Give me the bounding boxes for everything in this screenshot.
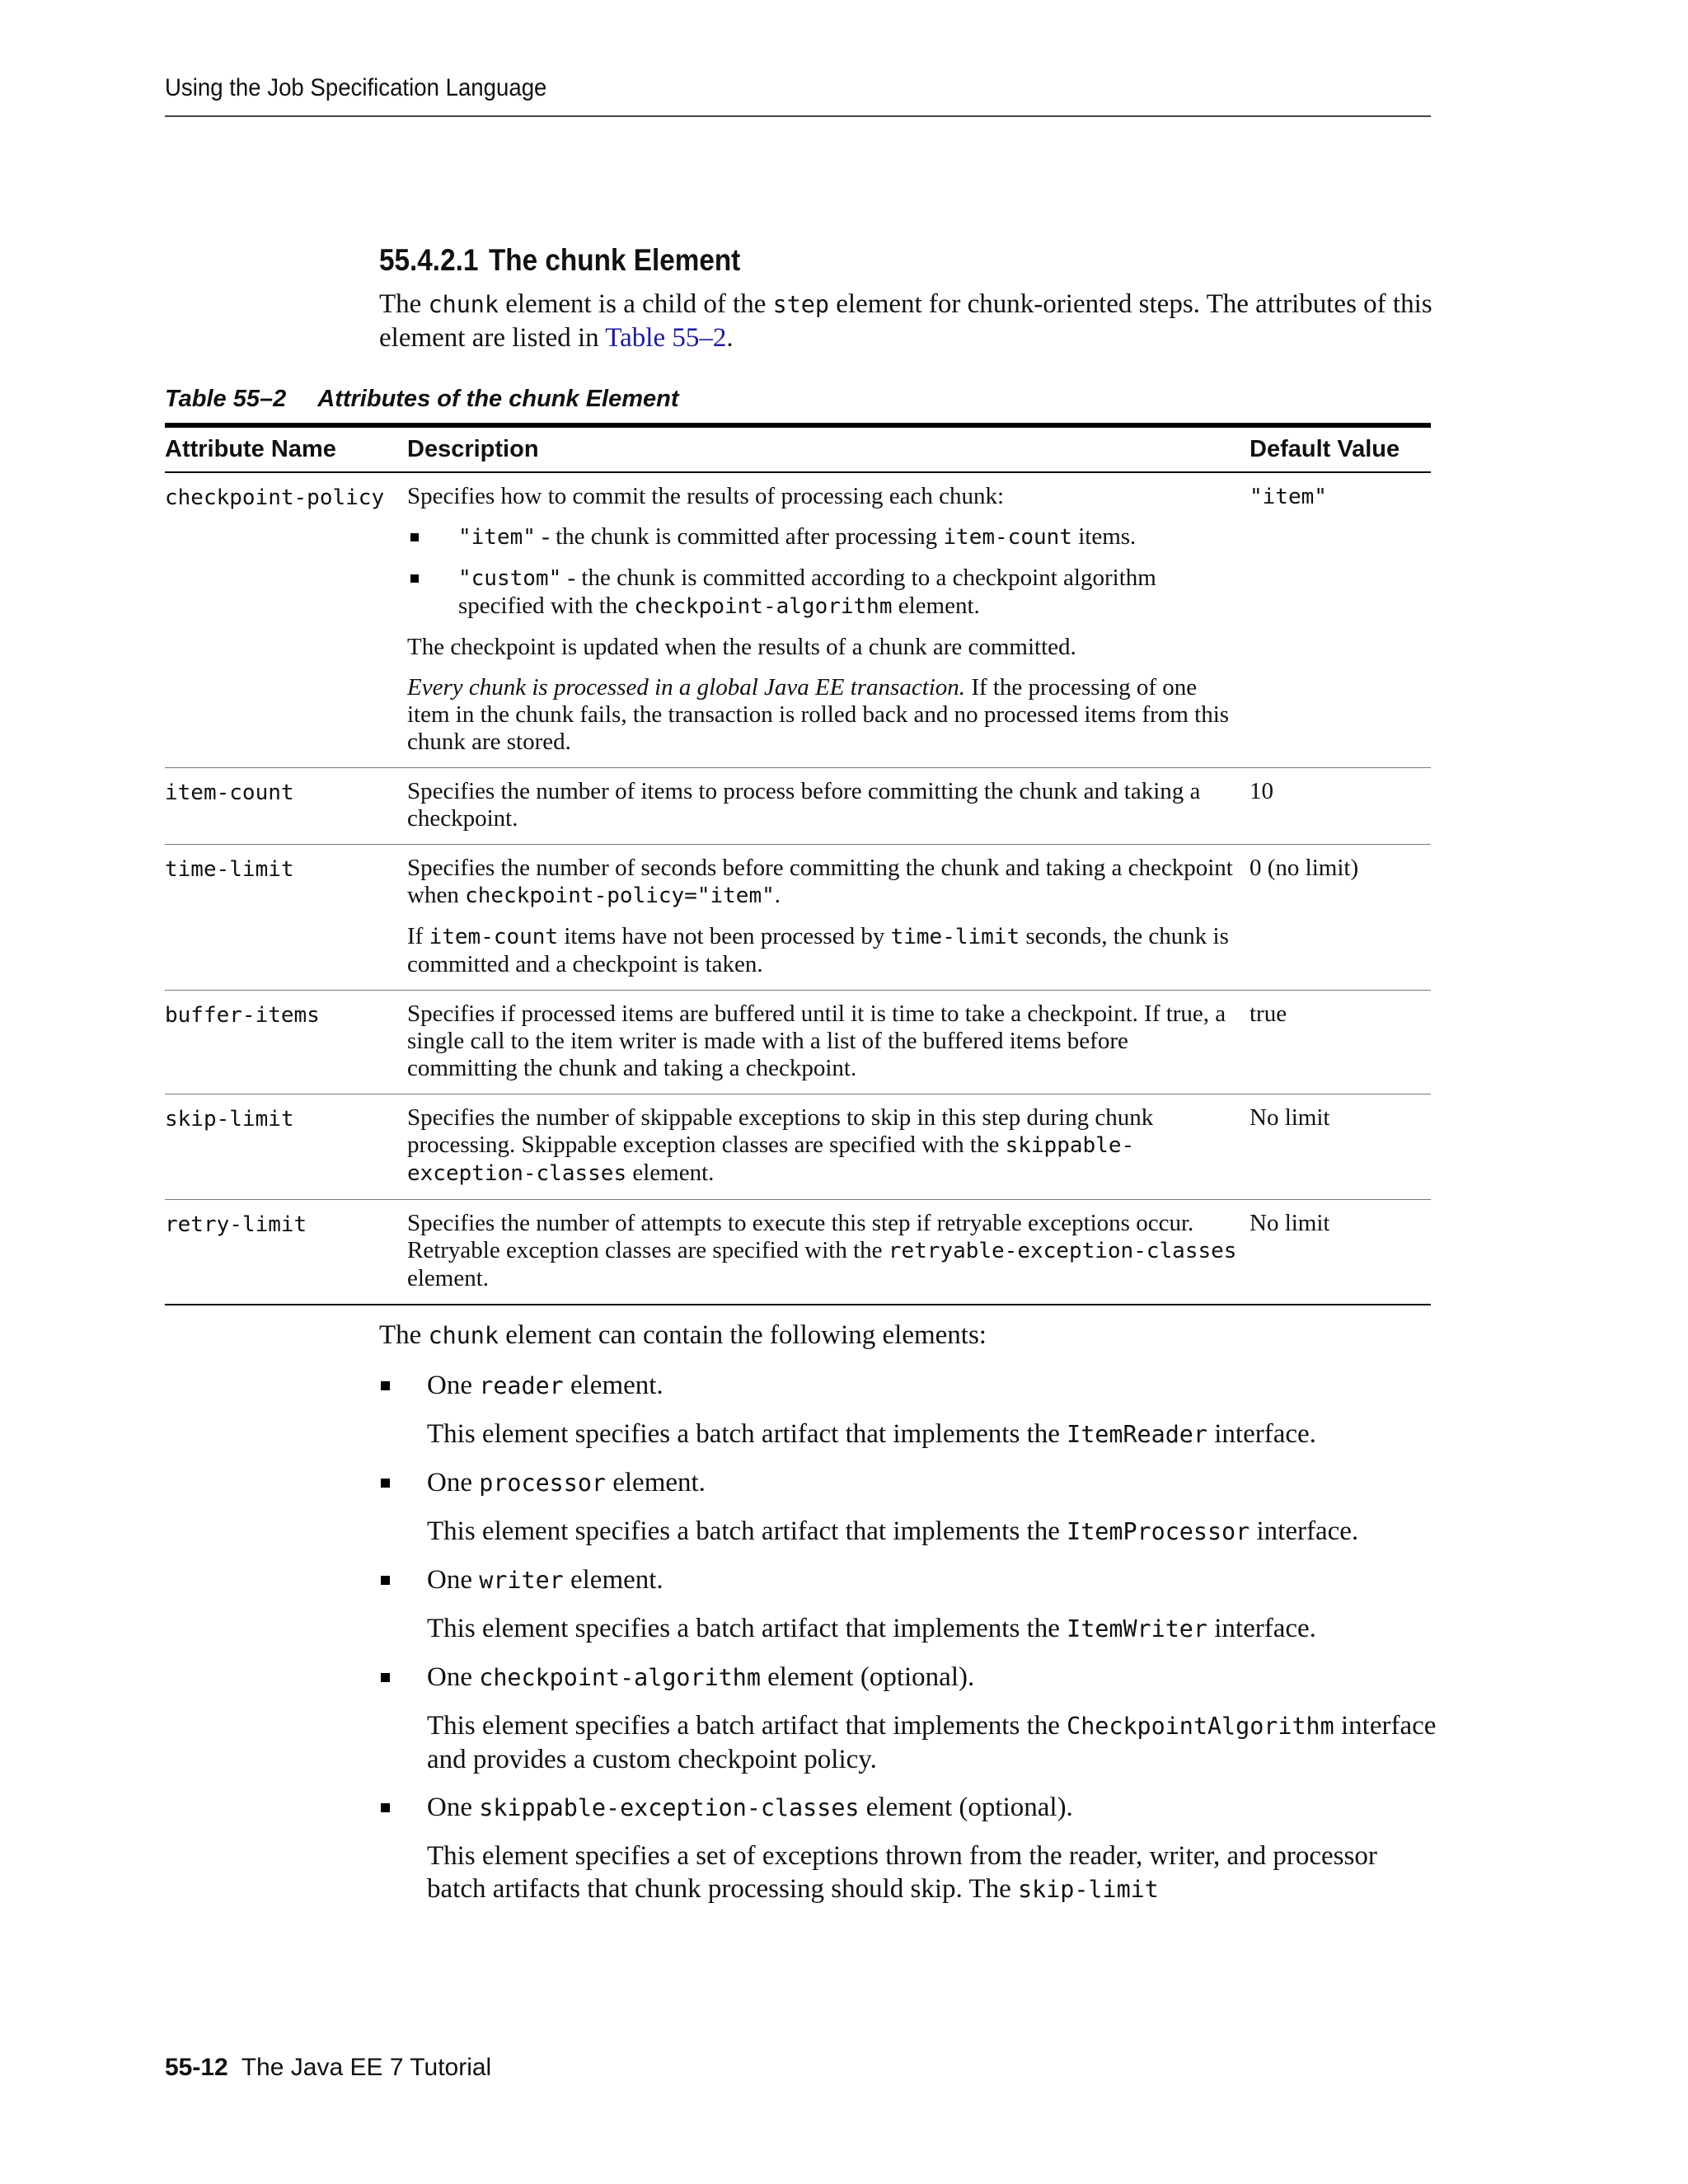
- intro-text: element for chunk-oriented steps. The attributes of this element are listed in: [379, 289, 1432, 353]
- attribute-name: item-count: [165, 768, 407, 845]
- attribute-description: Specifies if processed items are buffered until it is time to take a checkpoint. If true, a single call to the item writer is made with a list of the buffered items before committing the chunk and taking a checkpoint.: [407, 991, 1250, 1094]
- header-attribute-name: Attribute Name: [165, 425, 407, 472]
- square-bullet-icon: [381, 1576, 390, 1585]
- list-item-heading: [427, 1661, 1442, 1694]
- intro-text: The: [379, 289, 429, 319]
- attribute-description: [407, 472, 1250, 768]
- square-bullet-icon: [410, 533, 419, 541]
- table-row-retry-limit: [165, 1200, 1431, 1305]
- detail-text: interface.: [1207, 1419, 1316, 1449]
- list-item-detail: [427, 1840, 1442, 1906]
- book-title: The Java EE 7 Tutorial: [241, 2054, 492, 2081]
- body-lead-paragraph: [379, 1319, 1442, 1352]
- intro-text: element is a child of the: [498, 289, 773, 319]
- default-value: 0 (no limit): [1250, 845, 1431, 991]
- attribute-description: Specifies the number of items to process before committing the chunk and taking a checkpoint.: [407, 768, 1250, 845]
- table-caption-title: Attributes of the chunk Element: [317, 386, 679, 412]
- code-element-name: checkpoint-algorithm: [479, 1664, 761, 1691]
- table-header-row: [165, 425, 1431, 472]
- code-time-limit: time-limit: [890, 925, 1020, 949]
- table-row-buffer-items: [165, 991, 1431, 1094]
- code-interface-name: ItemWriter: [1067, 1615, 1207, 1643]
- list-item-heading: [427, 1791, 1442, 1825]
- code-item: "item": [458, 525, 536, 550]
- page-footer: [165, 2054, 491, 2082]
- code-skippable-exception-classes: skippable-exception-classes: [407, 1133, 1135, 1186]
- table-cross-reference-link[interactable]: Table 55–2: [605, 323, 727, 353]
- code-element-name: processor: [479, 1469, 606, 1497]
- code-element-name: reader: [479, 1372, 564, 1399]
- running-header: Using the Job Specification Language: [165, 74, 547, 101]
- code-skip-limit: skip-limit: [1017, 1876, 1159, 1903]
- table-row-checkpoint-policy: [165, 472, 1431, 768]
- intro-text: .: [726, 323, 734, 353]
- table-caption-number: Table 55–2: [165, 386, 287, 412]
- code-retryable-exception-classes: retryable-exception-classes: [888, 1239, 1237, 1263]
- list-item-text: element.: [563, 1565, 663, 1595]
- detail-text: This element specifies a batch artifact that implements the: [427, 1419, 1067, 1449]
- intro-code-chunk: chunk: [428, 291, 499, 318]
- list-item-detail: [427, 1515, 1442, 1549]
- emphasis-text: Every chunk is processed in a global Java EE transaction.: [407, 674, 966, 701]
- section-number: 55.4.2.1: [379, 243, 479, 277]
- description-text: element.: [626, 1160, 715, 1186]
- intro-paragraph: [379, 288, 1434, 354]
- description-text: Specifies the number of seconds before committing the chunk and taking a checkpoint when: [407, 855, 1233, 908]
- code-checkpoint-algorithm: checkpoint-algorithm: [634, 594, 893, 619]
- body-text: [379, 1319, 1442, 1921]
- square-bullet-icon: [381, 1803, 390, 1812]
- square-bullet-icon: [381, 1673, 390, 1682]
- section-title: [379, 243, 1329, 278]
- square-bullet-icon: [381, 1381, 390, 1390]
- description-text: If: [407, 923, 429, 949]
- list-item-writer: [379, 1563, 1442, 1646]
- detail-text: interface.: [1207, 1614, 1316, 1643]
- list-item-processor: [379, 1466, 1442, 1549]
- list-item-heading: [427, 1563, 1442, 1597]
- list-item-text: element.: [563, 1371, 663, 1400]
- list-item-text: element.: [605, 1468, 706, 1497]
- list-item-detail: [427, 1612, 1442, 1646]
- default-value: No limit: [1250, 1200, 1431, 1305]
- code-custom: "custom": [458, 566, 562, 591]
- description-paragraph: The checkpoint is updated when the results of a chunk are committed.: [407, 634, 1076, 660]
- table-row-time-limit: [165, 845, 1431, 991]
- header-description: Description: [407, 425, 1250, 472]
- section-55-4-2-1: [379, 243, 1434, 354]
- list-item-text: One: [427, 1793, 480, 1822]
- table-caption: [165, 386, 679, 413]
- code-interface-name: ItemReader: [1067, 1421, 1207, 1448]
- list-item-text: One: [427, 1468, 480, 1497]
- attribute-description: [407, 845, 1250, 991]
- list-item-text: - the chunk is committed according to a checkpoint algorithm specified with the: [458, 565, 1156, 619]
- description-text: .: [774, 882, 781, 908]
- list-item-text: items.: [1071, 523, 1137, 550]
- list-item-skippable-exception-classes: [379, 1791, 1442, 1906]
- attribute-name: buffer-items: [165, 991, 407, 1094]
- square-bullet-icon: [410, 574, 419, 583]
- list-item-heading: [427, 1369, 1442, 1403]
- body-text-span: The: [379, 1320, 429, 1350]
- table-row-skip-limit: [165, 1094, 1431, 1200]
- code-checkpoint-policy-item: checkpoint-policy="item": [465, 883, 775, 908]
- list-item-text: element.: [892, 593, 980, 619]
- default-value: true: [1250, 991, 1431, 1094]
- list-item-detail: [427, 1709, 1442, 1776]
- description-paragraph: [407, 674, 1240, 756]
- code-element-name: writer: [479, 1567, 564, 1594]
- header-rule: [165, 115, 1431, 117]
- child-elements-list: [379, 1369, 1442, 1906]
- default-code: "item": [1250, 485, 1327, 509]
- attributes-table: [165, 423, 1431, 1305]
- list-item-text: - the chunk is committed after processing: [535, 523, 944, 550]
- code-item-count: item-count: [943, 525, 1072, 550]
- list-item-heading: [427, 1466, 1442, 1500]
- square-bullet-icon: [381, 1479, 390, 1488]
- code-item-count: item-count: [429, 925, 559, 949]
- description-text: items have not been processed by: [558, 923, 891, 949]
- attribute-name: time-limit: [165, 845, 407, 991]
- detail-text: interface and provides a custom checkpoint policy.: [427, 1711, 1437, 1774]
- detail-text: This element specifies a batch artifact that implements the: [427, 1614, 1067, 1643]
- list-item-checkpoint-algorithm: [379, 1661, 1442, 1776]
- description-text: seconds, the chunk is committed and a checkpoint is taken.: [407, 923, 1229, 977]
- detail-text: This element specifies a batch artifact that implements the: [427, 1711, 1067, 1741]
- code-chunk: chunk: [428, 1322, 499, 1349]
- description-paragraph: Specifies how to commit the results of processing each chunk:: [407, 483, 1005, 509]
- description-text: Specifies the number of skippable exceptions to skip in this step during chunk processing. Skippable exception classes are specified with the: [407, 1104, 1154, 1158]
- list-item-text: element (optional).: [859, 1793, 1073, 1822]
- section-title-text: The chunk Element: [488, 243, 741, 277]
- header-default-value: Default Value: [1250, 425, 1431, 472]
- attribute-name: checkpoint-policy: [165, 485, 385, 510]
- default-value: [1250, 472, 1431, 768]
- detail-text: This element specifies a set of exceptions thrown from the reader, writer, and processor batch artifacts that chunk processing should skip. The: [427, 1841, 1377, 1904]
- detail-text: interface.: [1250, 1516, 1359, 1546]
- table-row-item-count: [165, 768, 1431, 845]
- list-item-text: element (optional).: [760, 1662, 975, 1692]
- default-value: No limit: [1250, 1094, 1431, 1200]
- detail-text: This element specifies a batch artifact that implements the: [427, 1516, 1067, 1546]
- intro-code-step: step: [772, 291, 829, 318]
- description-text: Specifies the number of attempts to execute this step if retryable exceptions occur. Retryable exception classes are specified with the: [407, 1210, 1194, 1263]
- list-item: [407, 523, 1240, 551]
- code-interface-name: ItemProcessor: [1067, 1518, 1250, 1545]
- description-paragraph: [407, 923, 1240, 978]
- list-item: [407, 565, 1240, 621]
- default-value: 10: [1250, 768, 1431, 845]
- list-item-text: One: [427, 1662, 480, 1692]
- list-item-text: One: [427, 1565, 480, 1595]
- list-item-reader: [379, 1369, 1442, 1451]
- code-element-name: skippable-exception-classes: [479, 1794, 860, 1821]
- description-paragraph: [407, 855, 1240, 910]
- list-item-detail: [427, 1418, 1442, 1451]
- attribute-name: skip-limit: [165, 1094, 407, 1200]
- description-text: element.: [407, 1265, 490, 1291]
- list-item-text: One: [427, 1371, 480, 1400]
- attribute-description: [407, 1094, 1250, 1200]
- policy-options-list: [407, 523, 1240, 621]
- page-number: 55-12: [165, 2054, 228, 2081]
- attribute-name: retry-limit: [165, 1200, 407, 1305]
- code-interface-name: CheckpointAlgorithm: [1067, 1713, 1334, 1740]
- description-text: If the processing of one item in the chunk fails, the transaction is rolled back and no processed items from this chunk are stored.: [407, 674, 1230, 755]
- attribute-description: [407, 1200, 1250, 1305]
- body-text-span: element can contain the following elements:: [498, 1320, 987, 1350]
